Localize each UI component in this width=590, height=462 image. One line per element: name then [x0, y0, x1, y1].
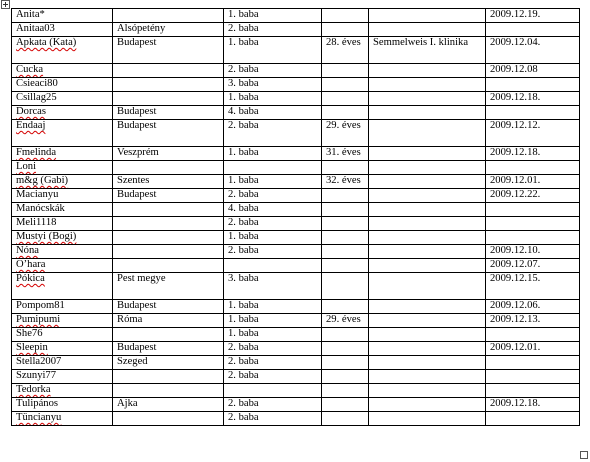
baby-cell-text: 1. baba: [228, 300, 259, 311]
baby-cell[interactable]: [224, 300, 322, 314]
hospital-cell[interactable]: [369, 23, 486, 37]
date-cell[interactable]: [486, 245, 580, 259]
city-cell[interactable]: [113, 384, 224, 398]
baby-cell-text: 2. baba: [228, 356, 259, 367]
baby-cell-text: 1. baba: [228, 37, 259, 48]
week-cell[interactable]: [322, 412, 369, 426]
table-row: [12, 398, 580, 412]
hospital-cell[interactable]: [369, 120, 486, 147]
date-cell[interactable]: [486, 189, 580, 203]
name-cell-text: Tüncianyu: [16, 412, 62, 423]
name-cell-text: Apkata (Kata): [16, 37, 77, 48]
week-cell[interactable]: [322, 189, 369, 203]
table-row: [12, 300, 580, 314]
table-row: [12, 217, 580, 231]
baby-cell[interactable]: [224, 245, 322, 259]
name-cell[interactable]: [12, 147, 113, 161]
baby-cell[interactable]: [224, 342, 322, 356]
name-cell-text: Loni: [16, 161, 37, 172]
date-cell-text: 2009.12.12.: [490, 120, 541, 131]
city-cell[interactable]: [113, 120, 224, 147]
date-cell-text: 2009.12.04.: [490, 37, 541, 48]
name-cell-text: Macianyu: [16, 189, 59, 200]
date-cell[interactable]: [486, 259, 580, 273]
week-cell[interactable]: [322, 384, 369, 398]
city-cell[interactable]: [113, 217, 224, 231]
name-cell-text: Sleepin: [16, 342, 48, 353]
city-cell-text: Alsópetény: [117, 23, 166, 34]
city-cell[interactable]: [113, 175, 224, 189]
table-row: [12, 328, 580, 342]
name-cell-text: Fmelinda: [16, 147, 57, 158]
baby-cell[interactable]: [224, 9, 322, 23]
table-row: [12, 356, 580, 370]
city-cell[interactable]: [113, 356, 224, 370]
name-cell[interactable]: [12, 9, 113, 23]
name-cell-text: She76: [16, 328, 43, 339]
name-cell[interactable]: [12, 231, 113, 245]
name-cell-text: O’hara: [16, 259, 46, 270]
week-cell[interactable]: [322, 120, 369, 147]
baby-cell-text: 2. baba: [228, 245, 259, 256]
table-row: [12, 412, 580, 426]
name-cell-text: Mustyi (Bogi): [16, 231, 77, 242]
hospital-cell[interactable]: [369, 245, 486, 259]
week-cell[interactable]: [322, 398, 369, 412]
name-cell-text: Pókica: [16, 273, 45, 284]
week-cell[interactable]: [322, 273, 369, 300]
city-cell[interactable]: [113, 78, 224, 92]
date-cell-text: 2009.12.18.: [490, 147, 541, 158]
baby-cell[interactable]: [224, 217, 322, 231]
name-cell-text: Stella2007: [16, 356, 62, 367]
table-row: [12, 189, 580, 203]
week-cell[interactable]: [322, 147, 369, 161]
hospital-cell[interactable]: [369, 412, 486, 426]
week-cell[interactable]: [322, 231, 369, 245]
week-cell[interactable]: [322, 342, 369, 356]
name-cell-text: Anita*: [16, 9, 45, 20]
city-cell-text: Budapest: [117, 120, 157, 131]
name-cell-text: Cucka: [16, 64, 44, 75]
date-cell[interactable]: [486, 412, 580, 426]
date-cell-text: 2009.12.18.: [490, 92, 541, 103]
date-cell-text: 2009.12.08: [490, 64, 538, 75]
city-cell[interactable]: [113, 328, 224, 342]
city-cell[interactable]: [113, 37, 224, 64]
hospital-cell[interactable]: [369, 356, 486, 370]
hospital-cell[interactable]: [369, 161, 486, 175]
city-cell[interactable]: [113, 203, 224, 217]
name-cell[interactable]: [12, 64, 113, 78]
table-row: [12, 342, 580, 356]
date-cell[interactable]: [486, 273, 580, 300]
name-cell-text: Csillag25: [16, 92, 57, 103]
baby-cell-text: 2. baba: [228, 189, 259, 200]
name-cell-text: m&g (Gabi): [16, 175, 69, 186]
baby-cell[interactable]: [224, 64, 322, 78]
city-cell[interactable]: [113, 64, 224, 78]
baby-cell-text: 1. baba: [228, 328, 259, 339]
date-cell[interactable]: [486, 300, 580, 314]
date-cell-text: 2009.12.01.: [490, 175, 541, 186]
name-cell-text: Dorcas: [16, 106, 47, 117]
week-cell[interactable]: [322, 64, 369, 78]
baby-cell[interactable]: [224, 231, 322, 245]
date-cell[interactable]: [486, 92, 580, 106]
week-cell[interactable]: [322, 78, 369, 92]
baby-cell-text: 1. baba: [228, 92, 259, 103]
baby-cell[interactable]: [224, 37, 322, 64]
baby-cell[interactable]: [224, 314, 322, 328]
city-cell[interactable]: [113, 273, 224, 300]
date-cell[interactable]: [486, 370, 580, 384]
hospital-cell[interactable]: [369, 370, 486, 384]
date-cell[interactable]: [486, 342, 580, 356]
baby-cell-text: 2. baba: [228, 342, 259, 353]
name-cell[interactable]: [12, 106, 113, 120]
table-row: [12, 9, 580, 23]
baby-cell-text: 1. baba: [228, 9, 259, 20]
week-cell[interactable]: [322, 161, 369, 175]
date-cell[interactable]: [486, 23, 580, 37]
table-row: [12, 147, 580, 161]
name-cell[interactable]: [12, 398, 113, 412]
city-cell[interactable]: [113, 300, 224, 314]
baby-cell-text: 3. baba: [228, 78, 259, 89]
city-cell[interactable]: [113, 412, 224, 426]
week-cell[interactable]: [322, 300, 369, 314]
city-cell[interactable]: [113, 92, 224, 106]
member-table: [11, 8, 580, 426]
city-cell-text: Pest megye: [117, 273, 166, 284]
city-cell-text: Budapest: [117, 300, 157, 311]
table-row: [12, 78, 580, 92]
date-cell-text: 2009.12.19.: [490, 9, 541, 20]
city-cell[interactable]: [113, 342, 224, 356]
baby-cell-text: 2. baba: [228, 217, 259, 228]
city-cell-text: Szeged: [117, 356, 148, 367]
week-cell[interactable]: [322, 217, 369, 231]
name-cell[interactable]: [12, 314, 113, 328]
baby-cell[interactable]: [224, 78, 322, 92]
hospital-cell[interactable]: [369, 189, 486, 203]
date-cell[interactable]: [486, 328, 580, 342]
city-cell-text: Szentes: [117, 175, 150, 186]
hospital-cell[interactable]: [369, 342, 486, 356]
hospital-cell[interactable]: [369, 314, 486, 328]
table-row: [12, 23, 580, 37]
baby-cell[interactable]: [224, 259, 322, 273]
baby-cell-text: 4. baba: [228, 106, 259, 117]
name-cell[interactable]: [12, 78, 113, 92]
name-cell[interactable]: [12, 120, 113, 147]
date-cell-text: 2009.12.13.: [490, 314, 541, 325]
week-cell[interactable]: [322, 23, 369, 37]
city-cell[interactable]: [113, 189, 224, 203]
hospital-cell-text: Semmelweis I. klinika: [373, 37, 469, 48]
date-cell[interactable]: [486, 9, 580, 23]
name-cell[interactable]: [12, 217, 113, 231]
name-cell[interactable]: [12, 384, 113, 398]
date-cell-text: 2009.12.01.: [490, 342, 541, 353]
week-cell[interactable]: [322, 328, 369, 342]
name-cell[interactable]: [12, 23, 113, 37]
week-cell-text: 31. éves: [326, 147, 361, 158]
table-row: [12, 314, 580, 328]
city-cell-text: Budapest: [117, 37, 157, 48]
date-cell-text: 2009.12.15.: [490, 273, 541, 284]
name-cell[interactable]: [12, 356, 113, 370]
week-cell-text: 28. éves: [326, 37, 361, 48]
table-row: [12, 245, 580, 259]
baby-cell[interactable]: [224, 398, 322, 412]
table-row: [12, 64, 580, 78]
week-cell[interactable]: [322, 245, 369, 259]
baby-cell[interactable]: [224, 328, 322, 342]
hospital-cell[interactable]: [369, 300, 486, 314]
city-cell[interactable]: [113, 106, 224, 120]
hospital-cell[interactable]: [369, 231, 486, 245]
hospital-cell[interactable]: [369, 203, 486, 217]
name-cell-text: Szunyi77: [16, 370, 57, 381]
baby-cell[interactable]: [224, 147, 322, 161]
baby-cell[interactable]: [224, 189, 322, 203]
name-cell-text: Anitaa03: [16, 23, 55, 34]
date-cell[interactable]: [486, 147, 580, 161]
baby-cell-text: 3. baba: [228, 273, 259, 284]
hospital-cell[interactable]: [369, 273, 486, 300]
date-cell-text: 2009.12.18.: [490, 398, 541, 409]
table-resize-handle-icon[interactable]: [580, 451, 588, 459]
baby-cell[interactable]: [224, 356, 322, 370]
baby-cell-text: 2. baba: [228, 23, 259, 34]
date-cell[interactable]: [486, 106, 580, 120]
baby-cell-text: 2. baba: [228, 412, 259, 423]
name-cell[interactable]: [12, 370, 113, 384]
table-row: [12, 384, 580, 398]
date-cell[interactable]: [486, 314, 580, 328]
week-cell[interactable]: [322, 9, 369, 23]
week-cell-text: 29. éves: [326, 314, 361, 325]
hospital-cell[interactable]: [369, 175, 486, 189]
week-cell[interactable]: [322, 356, 369, 370]
baby-cell-text: 2. baba: [228, 64, 259, 75]
hospital-cell[interactable]: [369, 64, 486, 78]
week-cell[interactable]: [322, 314, 369, 328]
week-cell[interactable]: [322, 175, 369, 189]
table-row: [12, 175, 580, 189]
name-cell[interactable]: [12, 37, 113, 64]
baby-cell[interactable]: [224, 412, 322, 426]
baby-cell[interactable]: [224, 161, 322, 175]
name-cell[interactable]: [12, 189, 113, 203]
city-cell[interactable]: [113, 259, 224, 273]
hospital-cell[interactable]: [369, 398, 486, 412]
table-body: [12, 9, 580, 426]
week-cell[interactable]: [322, 370, 369, 384]
baby-cell-text: 1. baba: [228, 147, 259, 158]
baby-cell-text: 1. baba: [228, 314, 259, 325]
name-cell[interactable]: [12, 175, 113, 189]
date-cell[interactable]: [486, 398, 580, 412]
name-cell[interactable]: [12, 342, 113, 356]
hospital-cell[interactable]: [369, 37, 486, 64]
city-cell-text: Ajka: [117, 398, 138, 409]
city-cell-text: Budapest: [117, 342, 157, 353]
week-cell[interactable]: [322, 106, 369, 120]
table-row: [12, 231, 580, 245]
baby-cell[interactable]: [224, 23, 322, 37]
name-cell[interactable]: [12, 328, 113, 342]
date-cell[interactable]: [486, 356, 580, 370]
city-cell[interactable]: [113, 245, 224, 259]
city-cell[interactable]: [113, 161, 224, 175]
week-cell[interactable]: [322, 37, 369, 64]
baby-cell-text: 1. baba: [228, 231, 259, 242]
name-cell[interactable]: [12, 259, 113, 273]
baby-cell[interactable]: [224, 370, 322, 384]
baby-cell-text: 4. baba: [228, 203, 259, 214]
name-cell[interactable]: [12, 203, 113, 217]
baby-cell[interactable]: [224, 203, 322, 217]
name-cell-text: Manócskák: [16, 203, 65, 214]
baby-cell[interactable]: [224, 92, 322, 106]
baby-cell[interactable]: [224, 120, 322, 147]
date-cell[interactable]: [486, 64, 580, 78]
table-row: [12, 37, 580, 64]
hospital-cell[interactable]: [369, 259, 486, 273]
name-cell-text: Meli1118: [16, 217, 57, 228]
date-cell[interactable]: [486, 78, 580, 92]
table-row: [12, 259, 580, 273]
name-cell-text: Tulipános: [16, 398, 58, 409]
city-cell-text: Budapest: [117, 106, 157, 117]
name-cell[interactable]: [12, 161, 113, 175]
city-cell[interactable]: [113, 23, 224, 37]
date-cell[interactable]: [486, 384, 580, 398]
week-cell[interactable]: [322, 92, 369, 106]
date-cell-text: 2009.12.06.: [490, 300, 541, 311]
table-row: [12, 370, 580, 384]
city-cell[interactable]: [113, 231, 224, 245]
date-cell[interactable]: [486, 217, 580, 231]
city-cell-text: Róma: [117, 314, 143, 325]
hospital-cell[interactable]: [369, 384, 486, 398]
table-row: [12, 203, 580, 217]
name-cell[interactable]: [12, 300, 113, 314]
date-cell-text: 2009.12.22.: [490, 189, 541, 200]
name-cell-text: Csieaci80: [16, 78, 58, 89]
date-cell-text: 2009.12.07.: [490, 259, 541, 270]
hospital-cell[interactable]: [369, 217, 486, 231]
week-cell-text: 29. éves: [326, 120, 361, 131]
hospital-cell[interactable]: [369, 9, 486, 23]
name-cell[interactable]: [12, 245, 113, 259]
baby-cell[interactable]: [224, 384, 322, 398]
week-cell[interactable]: [322, 203, 369, 217]
name-cell-text: Pumipumi: [16, 314, 61, 325]
hospital-cell[interactable]: [369, 106, 486, 120]
table-row: [12, 273, 580, 300]
name-cell[interactable]: [12, 412, 113, 426]
name-cell-text: Tedorka: [16, 384, 51, 395]
city-cell-text: Budapest: [117, 189, 157, 200]
baby-cell-text: 1. baba: [228, 175, 259, 186]
table-row: [12, 106, 580, 120]
hospital-cell[interactable]: [369, 328, 486, 342]
hospital-cell[interactable]: [369, 78, 486, 92]
baby-cell[interactable]: [224, 175, 322, 189]
city-cell[interactable]: [113, 9, 224, 23]
date-cell[interactable]: [486, 175, 580, 189]
name-cell-text: Endaaj: [16, 120, 46, 131]
week-cell-text: 32. éves: [326, 175, 361, 186]
city-cell[interactable]: [113, 370, 224, 384]
name-cell[interactable]: [12, 273, 113, 300]
city-cell[interactable]: [113, 314, 224, 328]
baby-cell-text: 2. baba: [228, 370, 259, 381]
name-cell-text: Pompom81: [16, 300, 65, 311]
date-cell[interactable]: [486, 203, 580, 217]
date-cell[interactable]: [486, 120, 580, 147]
name-cell[interactable]: [12, 92, 113, 106]
hospital-cell[interactable]: [369, 147, 486, 161]
table-move-handle-icon[interactable]: [1, 0, 10, 9]
table-row: [12, 92, 580, 106]
date-cell[interactable]: [486, 161, 580, 175]
date-cell[interactable]: [486, 37, 580, 64]
name-cell-text: Nóna: [16, 245, 39, 256]
date-cell-text: 2009.12.10.: [490, 245, 541, 256]
table-row: [12, 120, 580, 147]
baby-cell-text: 2. baba: [228, 398, 259, 409]
baby-cell[interactable]: [224, 106, 322, 120]
city-cell[interactable]: [113, 147, 224, 161]
city-cell[interactable]: [113, 398, 224, 412]
baby-cell[interactable]: [224, 273, 322, 300]
city-cell-text: Veszprém: [117, 147, 159, 158]
week-cell[interactable]: [322, 259, 369, 273]
baby-cell-text: 2. baba: [228, 120, 259, 131]
date-cell[interactable]: [486, 231, 580, 245]
hospital-cell[interactable]: [369, 92, 486, 106]
table-row: [12, 161, 580, 175]
